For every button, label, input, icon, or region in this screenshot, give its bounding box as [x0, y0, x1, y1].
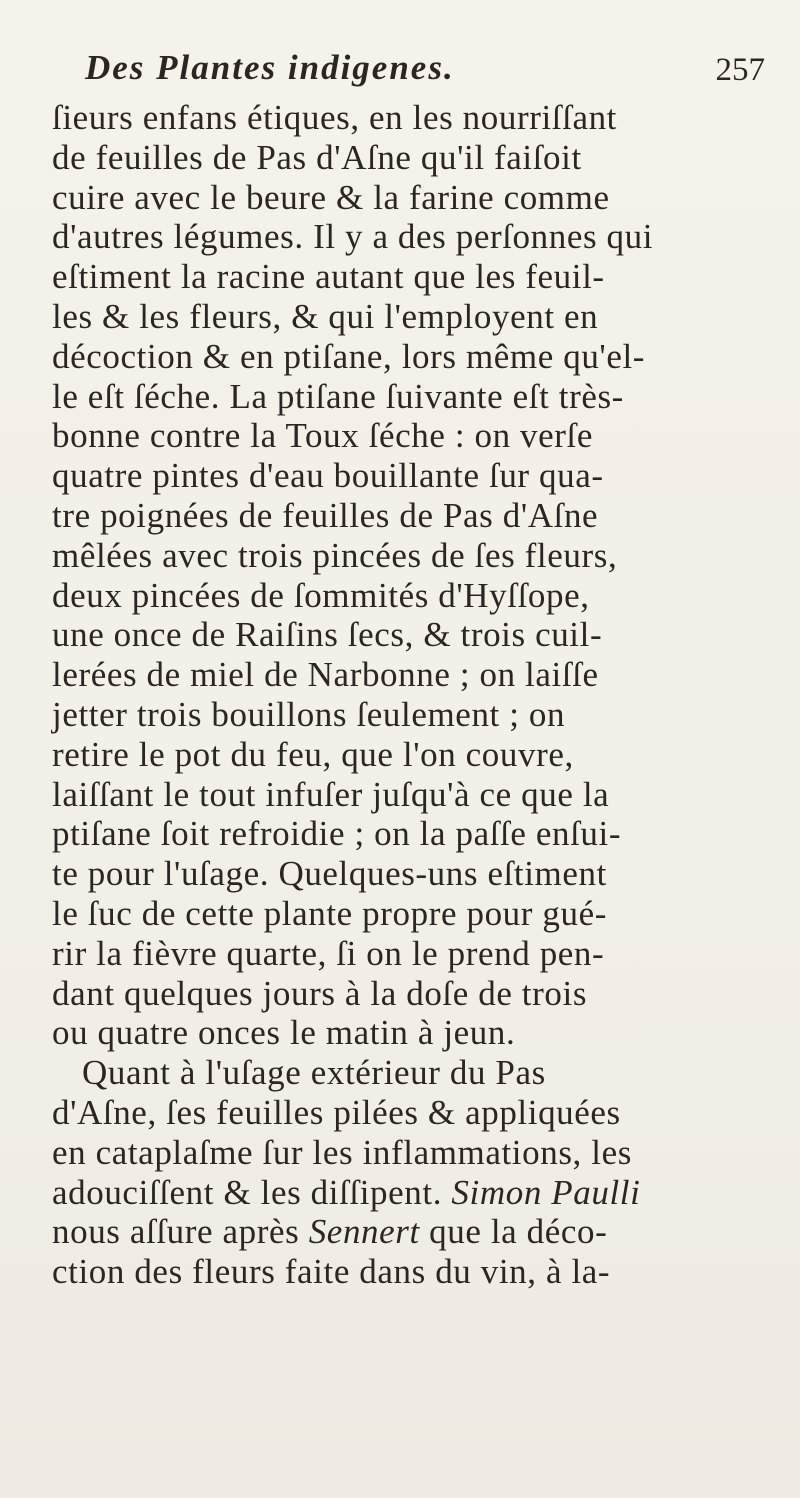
text-segment: adouciſſent & les diſſipent. [52, 1172, 452, 1212]
text-line: les & les fleurs, & qui l'employent en [52, 296, 599, 336]
text-line: d'autres légumes. Il y a des perſonnes qui [52, 217, 654, 257]
author-name-sennert: Sennert [308, 1212, 420, 1252]
text-line: en cataplaſme ſur les inflammations, les [52, 1132, 632, 1172]
text-line: le ſuc de cette plante propre pour gué- [52, 893, 607, 933]
text-line: de feuilles de Pas d'Aſne qu'il faiſoit [52, 137, 582, 177]
text-line: retire le pot du feu, que l'on couvre, [52, 734, 574, 774]
text-line: décoction & en ptiſane, lors même qu'el- [52, 336, 646, 376]
text-line: dant quelques jours à la doſe de trois [52, 973, 588, 1013]
text-line: lerées de miel de Narbonne ; on laiſſe [52, 655, 599, 695]
text-line: d'Aſne, ſes feuilles pilées & appliquées [52, 1092, 621, 1132]
text-line: jetter trois bouillons ſeulement ; on [52, 694, 566, 734]
text-line: cuire avec le beure & la farine comme [52, 177, 610, 217]
text-segment: nous aſſure après [52, 1212, 309, 1252]
text-line: une once de Raiſins ſecs, & trois cuil- [52, 615, 603, 655]
text-line: ou quatre onces le matin à jeun. [52, 1013, 516, 1053]
text-line: bonne contre la Toux ſéche : on verſe [52, 416, 593, 456]
running-head: Des Plantes indigenes. [85, 48, 455, 87]
text-line: ptiſane ſoit refroidie ; on la paſſe enſui- [52, 814, 622, 854]
text-line: ſieurs enfans étiques, en les nourriſſant [52, 98, 617, 137]
page-number: 257 [715, 52, 765, 88]
text-line: deux pincées de ſommités d'Hyſſope, [52, 575, 590, 615]
text-line: quatre pintes d'eau bouillante ſur qua- [52, 456, 604, 496]
text-line: te pour l'uſage. Quelques-uns eſtiment [52, 854, 607, 894]
text-line [52, 1212, 772, 1252]
text-segment: que la déco- [419, 1212, 608, 1252]
text-line: rir la fièvre quarte, ſi on le prend pen- [52, 933, 605, 973]
body-text [52, 98, 772, 1292]
text-line: laiſſant le tout infuſer juſqu'à ce que la [52, 774, 610, 814]
paragraph-first-line: Quant à l'uſage extérieur du Pas [82, 1053, 546, 1093]
text-line: le eſt ſéche. La ptiſane ſuivante eſt très- [52, 376, 624, 416]
text-line: tre poignées de feuilles de Pas d'Aſne [52, 495, 599, 535]
text-line [52, 1173, 772, 1213]
text-line: mêlées avec trois pincées de ſes fleurs, [52, 535, 618, 575]
page-header [55, 40, 765, 90]
text-line: ction des fleurs faite dans du vin, à la- [52, 1252, 611, 1292]
text-line: eſtiment la racine autant que les feuil- [52, 257, 605, 297]
author-name-simon-paulli: Simon Paulli [451, 1172, 641, 1212]
